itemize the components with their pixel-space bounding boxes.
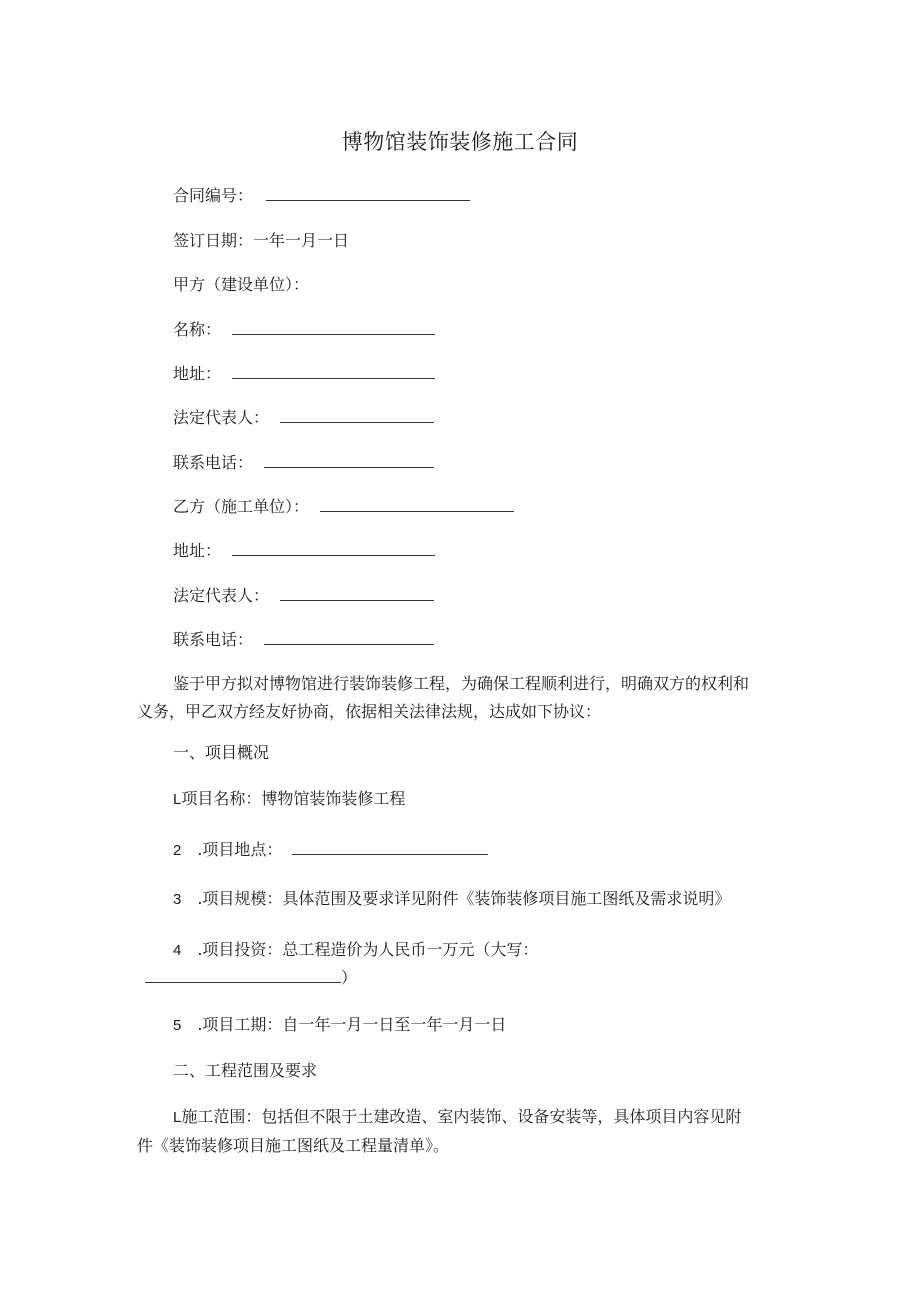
party-a-name-label: 名称： (173, 320, 222, 339)
party-b-heading: 乙方（施工单位）： (173, 497, 310, 516)
party-a-phone-label: 联系电话： (173, 453, 254, 472)
party-b-phone-label: 联系电话： (173, 630, 254, 649)
item-marker: L (173, 791, 182, 808)
section-1-item-3 (173, 889, 730, 910)
preamble-line-1: 鉴于甲方拟对博物馆进行装饰装修工程，为确保工程顺利进行，明确双方的权利和 (173, 674, 750, 693)
preamble-line-2: 义务，甲乙双方经友好协商，依据相关法律法规，达成如下协议： (137, 702, 602, 721)
party-a-name-row (173, 320, 435, 340)
party-a-address-row (173, 364, 435, 384)
section-1-item-4 (173, 940, 538, 961)
party-b-rep-blank (280, 586, 434, 601)
party-a-phone-blank (264, 453, 434, 468)
item-marker: 4 (173, 942, 182, 959)
party-b-address-blank (232, 541, 435, 556)
party-b-heading-row (173, 497, 514, 517)
party-a-rep-blank (280, 408, 434, 423)
project-location-blank (292, 840, 488, 855)
section-1-item-4-cont (145, 968, 357, 988)
section-1-heading: 一、项目概况 (173, 743, 270, 762)
section-2-item-1-line-1 (137, 1103, 797, 1132)
party-a-heading: 甲方（建设单位）： (173, 275, 310, 294)
party-b-rep-label: 法定代表人： (173, 586, 270, 605)
item-4-close: ） (341, 968, 358, 987)
party-a-address-blank (232, 364, 435, 379)
section-1-item-2 (173, 840, 488, 861)
section-1-item-1 (173, 789, 405, 810)
document-title: 博物馆装饰装修施工合同 (341, 130, 579, 154)
amount-in-words-blank (145, 968, 341, 983)
item-text: 施工范围：包括但不限于土建改造、室内装饰、设备安装等，具体项目内容见附 (181, 1107, 742, 1126)
contract-no-row (173, 186, 470, 206)
party-b-rep-row (173, 586, 434, 606)
sign-date-row: 签订日期：一年一月一日 (173, 231, 350, 250)
contract-no-label: 合同编号： (173, 186, 254, 205)
party-a-phone-row (173, 453, 434, 473)
item-marker: 5 (173, 1017, 182, 1034)
party-b-address-row (173, 541, 435, 561)
party-a-rep-label: 法定代表人： (173, 408, 270, 427)
preamble (137, 670, 797, 726)
item-marker: 2 (173, 842, 182, 859)
party-a-rep-row (173, 408, 434, 428)
section-2-heading: 二、工程范围及要求 (173, 1061, 318, 1080)
section-2-item-1-line-2: 件《装饰装修项目施工图纸及工程量清单》。 (137, 1136, 450, 1155)
item-marker: 3 (173, 891, 182, 908)
item-text: .项目地点： (197, 840, 283, 859)
party-b-phone-row (173, 630, 434, 650)
section-1-item-5 (173, 1015, 506, 1036)
item-text: .项目工期：自一年一月一日至一年一月一日 (197, 1015, 507, 1034)
contract-no-blank (266, 186, 470, 201)
section-2-item-1 (137, 1103, 797, 1160)
item-marker: L (173, 1109, 182, 1126)
party-b-address-label: 地址： (173, 541, 222, 560)
party-a-name-blank (232, 320, 435, 335)
party-b-name-blank (320, 497, 514, 512)
party-a-address-label: 地址： (173, 364, 222, 383)
party-b-phone-blank (264, 630, 434, 645)
item-text: 项目名称：博物馆装饰装修工程 (181, 789, 406, 808)
item-text: .项目投资：总工程造价为人民币一万元（大写： (197, 940, 539, 959)
item-text: .项目规模：具体范围及要求详见附件《装饰装修项目施工图纸及需求说明》 (197, 889, 731, 908)
